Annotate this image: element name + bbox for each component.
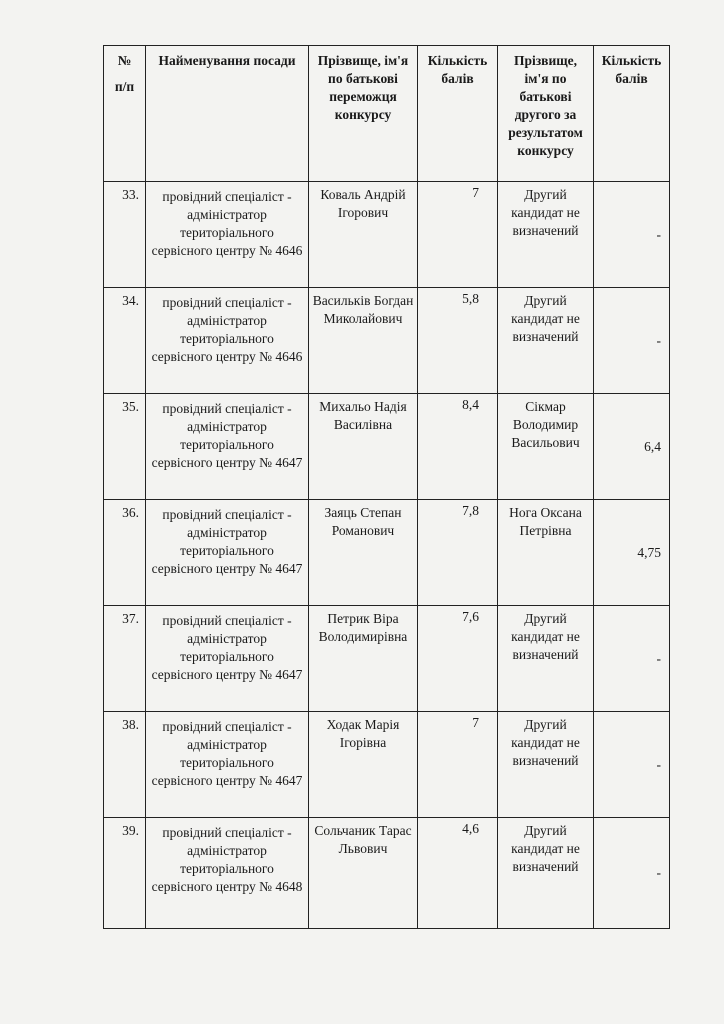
- second-score: 6,4: [594, 394, 670, 500]
- second-candidate: Другий кандидат не визначений: [498, 182, 594, 288]
- table-body: [104, 182, 670, 929]
- row-number: 36.: [104, 500, 146, 606]
- winner-score: 8,4: [418, 394, 498, 500]
- row-number: 38.: [104, 712, 146, 818]
- second-score: -: [594, 818, 670, 929]
- header-number: [104, 46, 146, 182]
- second-score: -: [594, 606, 670, 712]
- second-score: -: [594, 712, 670, 818]
- winner-score: 7: [418, 712, 498, 818]
- row-number: 33.: [104, 182, 146, 288]
- post-title: провідний спеціаліст - адміністратор територіального сервісного центру № 4647: [146, 394, 309, 500]
- second-candidate: Сікмар Володимир Васильович: [498, 394, 594, 500]
- winner-name: Петрик Віра Володимирівна: [309, 606, 418, 712]
- post-title: провідний спеціаліст - адміністратор територіального сервісного центру № 4647: [146, 500, 309, 606]
- second-candidate: Другий кандидат не визначений: [498, 818, 594, 929]
- second-candidate: Другий кандидат не визначений: [498, 712, 594, 818]
- table-row: [104, 606, 670, 712]
- post-title: провідний спеціаліст - адміністратор територіального сервісного центру № 4647: [146, 712, 309, 818]
- winner-score: 4,6: [418, 818, 498, 929]
- winner-name: Михальо Надія Василівна: [309, 394, 418, 500]
- table-header-row: [104, 46, 670, 182]
- header-second: Прізвище, ім'я по батькові другого за результатом конкурсу: [498, 46, 594, 182]
- table-row: [104, 182, 670, 288]
- header-number-pp: п/п: [114, 79, 135, 94]
- second-score: -: [594, 182, 670, 288]
- winner-name: Заяць Степан Романович: [309, 500, 418, 606]
- table-row: [104, 712, 670, 818]
- winner-score: 7,8: [418, 500, 498, 606]
- winner-name: Васильків Богдан Миколайович: [309, 288, 418, 394]
- header-winner-score: Кількість балів: [418, 46, 498, 182]
- row-number: 34.: [104, 288, 146, 394]
- results-table: [103, 45, 670, 929]
- winner-name: Сольчаник Тарас Львович: [309, 818, 418, 929]
- winner-score: 7: [418, 182, 498, 288]
- header-number-symbol: №: [117, 53, 132, 68]
- winner-name: Коваль Андрій Ігорович: [309, 182, 418, 288]
- post-title: провідний спеціаліст - адміністратор територіального сервісного центру № 4646: [146, 182, 309, 288]
- row-number: 39.: [104, 818, 146, 929]
- post-title: провідний спеціаліст - адміністратор територіального сервісного центру № 4647: [146, 606, 309, 712]
- second-score: -: [594, 288, 670, 394]
- winner-name: Ходак Марія Ігорівна: [309, 712, 418, 818]
- second-score: 4,75: [594, 500, 670, 606]
- header-winner: Прізвище, ім'я по батькові переможця конкурсу: [309, 46, 418, 182]
- post-title: провідний спеціаліст - адміністратор територіального сервісного центру № 4648: [146, 818, 309, 929]
- table-row: [104, 288, 670, 394]
- row-number: 35.: [104, 394, 146, 500]
- post-title: провідний спеціаліст - адміністратор територіального сервісного центру № 4646: [146, 288, 309, 394]
- table-row: [104, 818, 670, 929]
- header-second-score: Кількість балів: [594, 46, 670, 182]
- header-post: Найменування посади: [146, 46, 309, 182]
- row-number: 37.: [104, 606, 146, 712]
- winner-score: 5,8: [418, 288, 498, 394]
- second-candidate: Другий кандидат не визначений: [498, 606, 594, 712]
- second-candidate: Другий кандидат не визначений: [498, 288, 594, 394]
- table-row: [104, 394, 670, 500]
- second-candidate: Нога Оксана Петрівна: [498, 500, 594, 606]
- winner-score: 7,6: [418, 606, 498, 712]
- table-row: [104, 500, 670, 606]
